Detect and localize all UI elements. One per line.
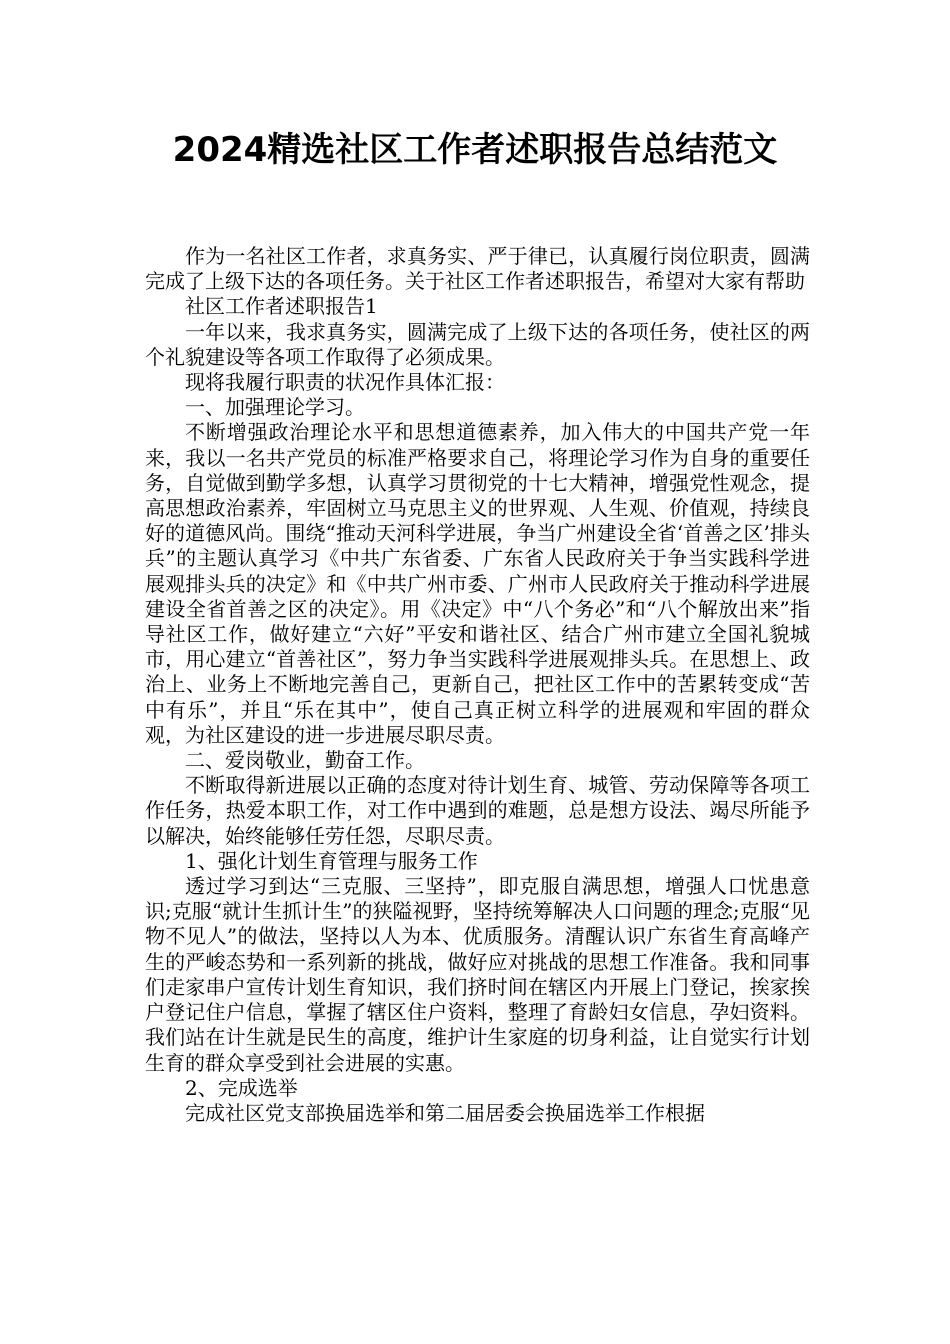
paragraph: 不断增强政治理论水平和思想道德素养，加入伟大的中国共产党一年来，我以一名共产党员的标准严格要求自己，将理论学习作为自身的重要任务，自觉做到勤学多想，认真学习贯彻党的十七大精神，增强党性观念，提高思想政治素养，牢固树立马克思主义的世界观、人生观、价值观，持续良好的道德风尚。围绕“推动天河科学进展，争当广州建设全省‘首善之区’排头兵”的主题认真学习《中共广东省委、广东省人民政府关于争当实践科学进展观排头兵的决定》和《中共广州市委、广州市人民政府关于推动科学进展建设全省首善之区的决定》。用《决定》中“八个务必”和“八个解放出来”指导社区工作，做好建立“六好”平安和谐社区、结合广州市建立全国礼貌城市，用心建立“首善社区”，努力争当实践科学进展观排头兵。在思想上、政治上、业务上不断地完善自己，更新自己，把社区工作中的苦累转变成“苦中有乐”，并且“乐在其中”，使自己真正树立科学的进展观和牢固的群众观，为社区建设的进一步进展尽职尽责。 (145, 420, 810, 747)
section-heading-report-1: 社区工作者述职报告1 (185, 294, 378, 319)
section-heading: 二、爱岗敬业，勤奋工作。 (185, 748, 425, 773)
paragraph: 一年以来，我求真务实，圆满完成了上级下达的各项任务，使社区的两个礼貌建设等各项工作取得了必须成果。 (145, 319, 810, 369)
document-body (145, 244, 810, 1126)
section-heading: 一、加强理论学习。 (185, 395, 365, 420)
subsection-heading: 1、强化计划生育管理与服务工作 (185, 848, 478, 873)
paragraph: 不断取得新进展以正确的态度对待计划生育、城管、劳动保障等各项工作任务，热爱本职工作，对工作中遇到的难题，总是想方设法、竭尽所能予以解决，始终能够任劳任怨，尽职尽责。 (145, 773, 810, 848)
paragraph: 现将我履行职责的状况作具体汇报： (185, 370, 505, 395)
paragraph-intro: 作为一名社区工作者，求真务实、严于律已，认真履行岗位职责，圆满完成了上级下达的各项任务。关于社区工作者述职报告，希望对大家有帮助 (145, 244, 810, 294)
subsection-heading: 2、完成选举 (185, 1075, 298, 1100)
paragraph: 完成社区党支部换届选举和第二届居委会换届选举工作根据 (185, 1100, 705, 1125)
paragraph: 透过学习到达“三克服、三坚持”，即克服自满思想，增强人口忧患意识;克服“就计生抓计生”的狭隘视野，坚持统筹解决人口问题的理念;克服“见物不见人”的做法，坚持以人为本、优质服务。清醒认识广东省生育高峰产生的严峻态势和一系列新的挑战，做好应对挑战的思想工作准备。我和同事们走家串户宣传计划生育知识，我们挤时间在辖区内开展上门登记，挨家挨户登记住户信息，掌握了辖区住户资料，整理了育龄妇女信息，孕妇资料。我们站在计生就是民生的高度，维护计生家庭的切身利益，让自觉实行计划生育的群众享受到社会进展的实惠。 (145, 874, 810, 1075)
document-title: 2024精选社区工作者述职报告总结范文 (172, 130, 778, 170)
